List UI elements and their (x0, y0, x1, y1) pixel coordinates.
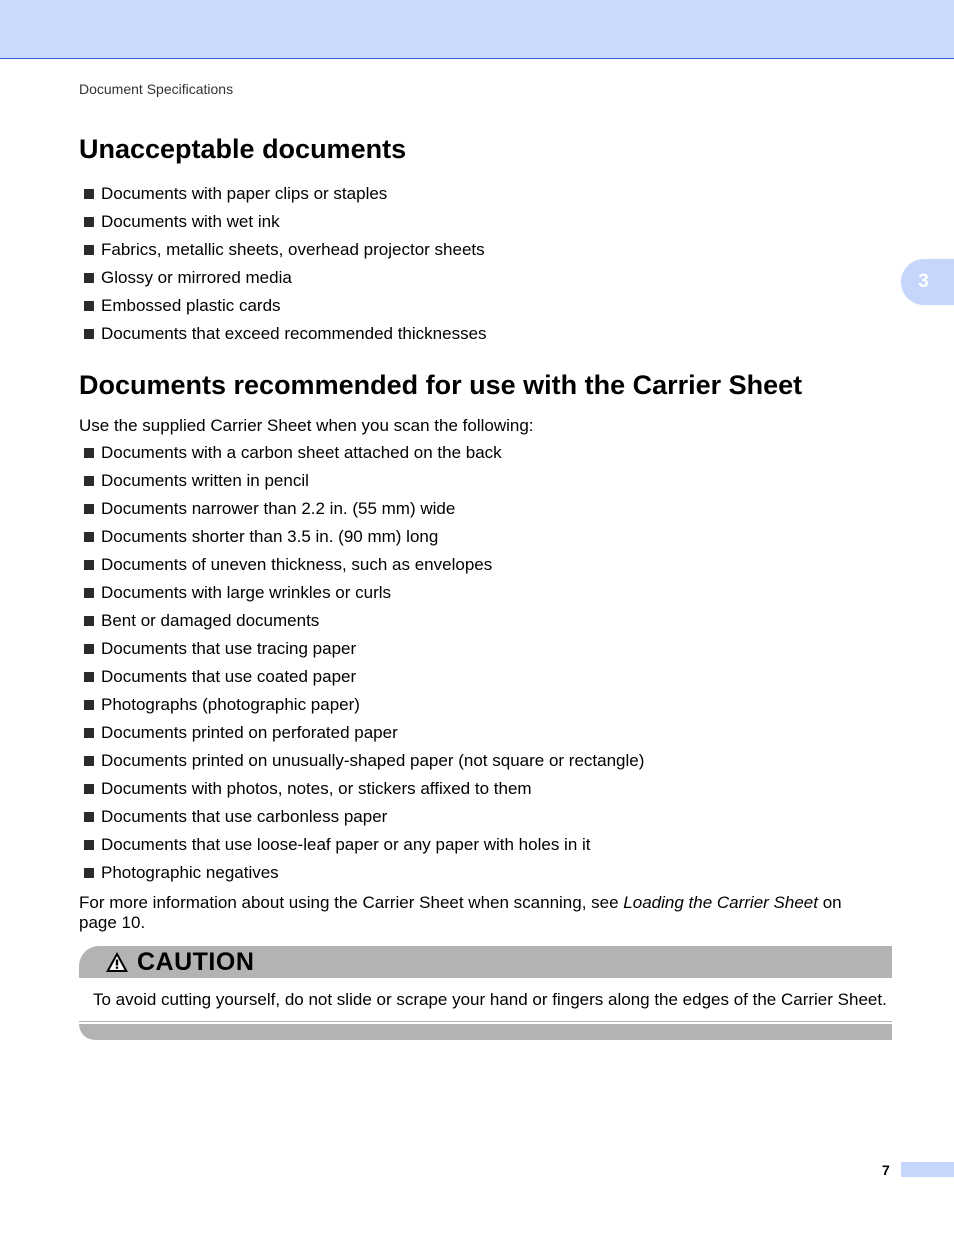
bullet-square-icon (84, 728, 94, 738)
list-item-text: Glossy or mirrored media (101, 268, 292, 287)
list-item (84, 691, 644, 719)
bullet-square-icon (84, 588, 94, 598)
list-item-text: Documents that use tracing paper (101, 639, 357, 658)
list-item (84, 523, 644, 551)
list-item-text: Documents that exceed recommended thicknesses (101, 324, 487, 343)
list-item (84, 180, 487, 208)
list-item-text: Documents written in pencil (101, 471, 309, 490)
bullet-square-icon (84, 756, 94, 766)
list-item-text: Documents with a carbon sheet attached on the back (101, 443, 502, 462)
list-item-text: Documents narrower than 2.2 in. (55 mm) wide (101, 499, 456, 518)
caution-footer-bar (79, 1024, 892, 1040)
list-item (84, 663, 644, 691)
more-info-text-after: on page 10. (79, 893, 842, 932)
bullet-square-icon (84, 476, 94, 486)
list-item-text: Documents with wet ink (101, 212, 280, 231)
carrier-list (84, 439, 644, 887)
list-item (84, 859, 644, 887)
caution-header (79, 946, 892, 978)
list-item (84, 831, 644, 859)
bullet-square-icon (84, 560, 94, 570)
bullet-square-icon (84, 812, 94, 822)
list-item-text: Documents that use carbonless paper (101, 807, 388, 826)
list-item-text: Documents of uneven thickness, such as envelopes (101, 555, 493, 574)
list-item-text: Photographic negatives (101, 863, 279, 882)
bullet-square-icon (84, 245, 94, 255)
bullet-square-icon (84, 644, 94, 654)
bullet-square-icon (84, 868, 94, 878)
bullet-square-icon (84, 301, 94, 311)
page-number-tab (901, 1162, 954, 1177)
list-item (84, 320, 487, 348)
bullet-square-icon (84, 616, 94, 626)
list-item-text: Bent or damaged documents (101, 611, 320, 630)
list-item-text: Photographs (photographic paper) (101, 695, 360, 714)
list-item-text: Documents printed on perforated paper (101, 723, 398, 742)
list-item-text: Documents with large wrinkles or curls (101, 583, 392, 602)
bullet-square-icon (84, 329, 94, 339)
list-item-text: Documents shorter than 3.5 in. (90 mm) long (101, 527, 439, 546)
list-item-text: Documents with photos, notes, or stickers affixed to them (101, 779, 532, 798)
caution-text: To avoid cutting yourself, do not slide or scrape your hand or fingers along the edges of the Carrier Sheet. (93, 990, 887, 1009)
bullet-square-icon (84, 840, 94, 850)
header-band (0, 0, 954, 59)
list-item (84, 264, 487, 292)
list-item-text: Fabrics, metallic sheets, overhead projector sheets (101, 240, 485, 259)
list-item (84, 635, 644, 663)
bullet-square-icon (84, 700, 94, 710)
list-item (84, 607, 644, 635)
page-number: 7 (882, 1162, 890, 1178)
warning-triangle-icon (105, 950, 129, 974)
bullet-square-icon (84, 504, 94, 514)
caution-title: CAUTION (137, 947, 255, 976)
list-item-text: Documents that use loose-leaf paper or any paper with holes in it (101, 835, 591, 854)
list-item (84, 208, 487, 236)
bullet-square-icon (84, 532, 94, 542)
unacceptable-list (84, 180, 487, 348)
bullet-square-icon (84, 784, 94, 794)
running-header: Document Specifications (79, 81, 234, 97)
bullet-square-icon (84, 273, 94, 283)
section-title-carrier-sheet: Documents recommended for use with the Carrier Sheet (79, 370, 803, 400)
list-item-text: Embossed plastic cards (101, 296, 281, 315)
chapter-tab: 3 (901, 259, 954, 305)
carrier-intro: Use the supplied Carrier Sheet when you scan the following: (79, 416, 534, 435)
bullet-square-icon (84, 448, 94, 458)
bullet-square-icon (84, 672, 94, 682)
list-item (84, 775, 644, 803)
cross-reference-link[interactable]: Loading the Carrier Sheet (623, 893, 818, 912)
list-item (84, 551, 644, 579)
bullet-square-icon (84, 217, 94, 227)
list-item-text: Documents with paper clips or staples (101, 184, 388, 203)
list-item (84, 803, 644, 831)
list-item (84, 292, 487, 320)
list-item-text: Documents printed on unusually-shaped paper (not square or rectangle) (101, 751, 645, 770)
section-title-unacceptable: Unacceptable documents (79, 134, 407, 164)
list-item-text: Documents that use coated paper (101, 667, 357, 686)
caution-divider (79, 1021, 892, 1022)
more-info-text-before: For more information about using the Carrier Sheet when scanning, see (79, 893, 624, 912)
list-item (84, 236, 487, 264)
bullet-square-icon (84, 189, 94, 199)
list-item (84, 579, 644, 607)
list-item (84, 719, 644, 747)
list-item (84, 747, 644, 775)
more-info-paragraph (79, 893, 879, 933)
list-item (84, 467, 644, 495)
list-item (84, 439, 644, 467)
list-item (84, 495, 644, 523)
